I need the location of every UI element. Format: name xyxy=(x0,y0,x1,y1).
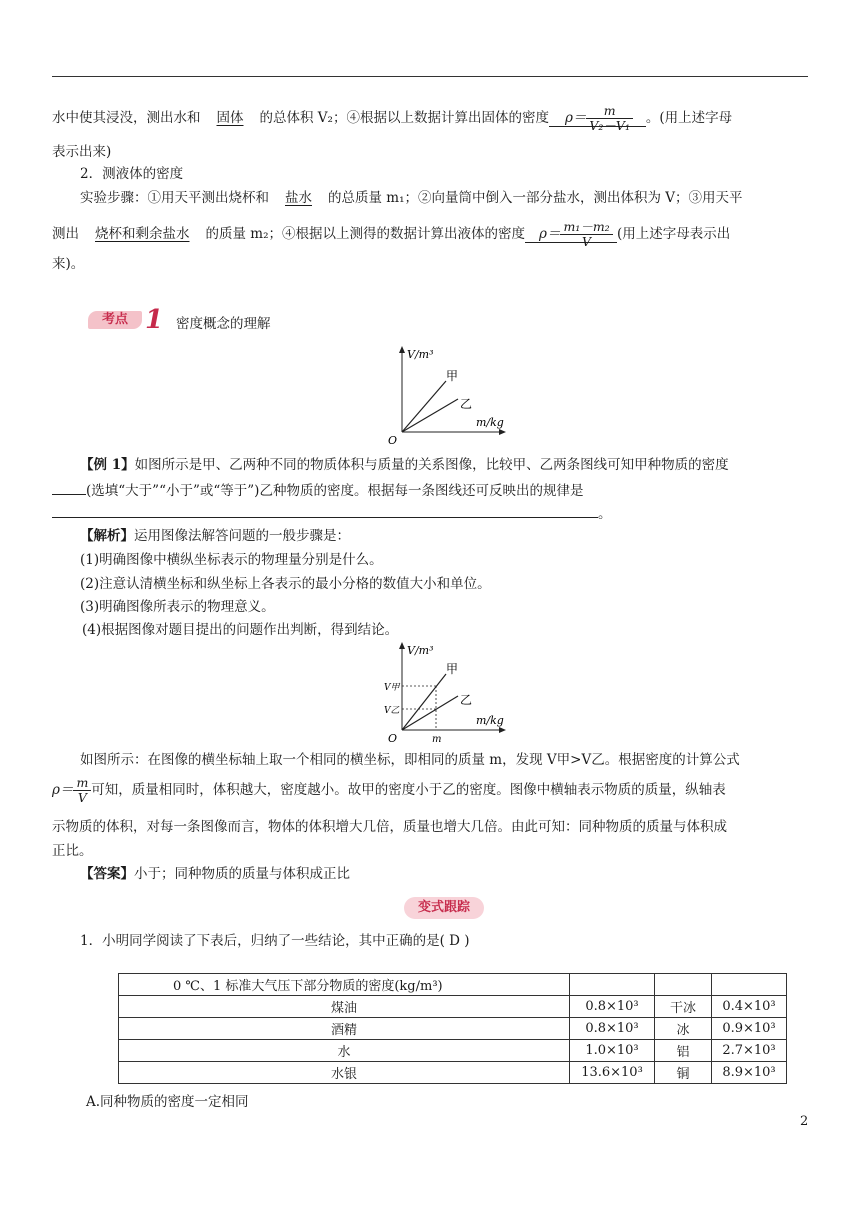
table-cell: 干冰 xyxy=(655,996,712,1018)
graph2-v-a: V甲 xyxy=(384,683,400,693)
table-cell: 水银 xyxy=(119,1062,570,1084)
table-cell: 铝 xyxy=(655,1040,712,1062)
text-line: 测出 烧杯和剩余盐水 的质量 m₂；④根据以上测得的数据计算出液体的密度 ρ＝ $\frac{\text{m₁－m₂}}{V}$ (用上述字母表示出 xyxy=(52,219,731,249)
explain-line: 如图所示：在图像的横坐标轴上取一个相同的横坐标，即相同的质量 m，发现 V甲>V乙。根据密度的计算公式 xyxy=(80,752,740,768)
table-cell: 0.8×10³ xyxy=(570,1018,655,1040)
example-line: (选填“大于”“小于”或“等于”)乙种物质的密度。根据每一条图线还可反映出的规律是 xyxy=(52,480,583,501)
text-line: 水中使其浸没，测出水和 固体 的总体积 V₂；④根据以上数据计算出固体的密度 ρ＝ $\frac{m}{\text{V₂－V₁}}$ 。(用上述字母 xyxy=(52,103,733,133)
kaodian-number: 1 xyxy=(145,305,164,335)
answer-label: 【答案】 xyxy=(80,866,134,882)
graph1-origin: O xyxy=(388,434,398,447)
page-number: 2 xyxy=(800,1114,809,1129)
table-cell: 铜 xyxy=(655,1062,712,1084)
table-cell: 冰 xyxy=(655,1018,712,1040)
option-a: A.同种物质的密度一定相同 xyxy=(86,1094,249,1110)
table-cell: 0.4×10³ xyxy=(712,996,787,1018)
graph1-xlabel: m/kg xyxy=(476,416,504,429)
explain-line: ρ＝ $\frac{m}{V}$ 可知，质量相同时，体积越大，密度越小。故甲的密度小于乙的密度。图像中横轴表示物质的质量，纵轴表 xyxy=(52,775,726,805)
fraction: $\frac{m}{V}$ xyxy=(73,776,91,805)
table-cell: 煤油 xyxy=(119,996,570,1018)
graph2-ylabel: V/m³ xyxy=(407,644,434,657)
answer-blank: 盐水 xyxy=(285,190,312,206)
table-cell: 8.9×10³ xyxy=(712,1062,787,1084)
graph2-v-b: V乙 xyxy=(384,706,400,716)
graph2-line-b: 乙 xyxy=(460,693,473,707)
text-line: 来)。 xyxy=(52,256,85,272)
answer-blank: 烧杯和剩余盐水 xyxy=(95,226,190,242)
table-row xyxy=(119,1018,787,1040)
table-row xyxy=(119,1062,787,1084)
graph1-line-a: 甲 xyxy=(446,369,459,383)
table-title-cell: 0 ℃、1 标准大气压下部分物质的密度(kg/m³) xyxy=(119,974,570,996)
analysis-step: (4)根据图像对题目提出的问题作出判断，得到结论。 xyxy=(82,622,399,638)
graph1-line-b: 乙 xyxy=(460,397,473,411)
analysis-label: 【解析】 xyxy=(80,528,134,544)
analysis-step: (2)注意认清横坐标和纵坐标上各表示的最小分格的数值大小和单位。 xyxy=(80,576,491,592)
explain-line: 示物质的体积，对每一条图像而言，物体的体积增大几倍，质量也增大几倍。由此可知：同种物质的质量与体积成 xyxy=(52,819,727,835)
graph1-ylabel: V/m³ xyxy=(407,348,434,361)
analysis-line: 【解析】运用图像法解答问题的一般步骤是： xyxy=(80,528,350,544)
table-row xyxy=(119,974,787,996)
variant-badge: 变式跟踪 xyxy=(404,897,484,919)
graph-volume-mass-2 xyxy=(380,640,510,744)
text-line: 实验步骤：①用天平测出烧杯和 盐水 的总质量 m₁；②向量筒中倒入一部分盐水，测出体积为 V；③用天平 xyxy=(80,190,743,206)
example-label: 【例 1】 xyxy=(80,457,135,473)
graph2-m: m xyxy=(432,734,442,744)
example-line: 【例 1】如图所示是甲、乙两种不同的物质体积与质量的关系图像，比较甲、乙两条图线可知甲种物质的密度 xyxy=(80,457,729,473)
answer-blank xyxy=(52,480,86,495)
answer-line: 【答案】小于；同种物质的质量与体积成正比 xyxy=(80,866,350,882)
graph2-origin: O xyxy=(388,732,398,744)
analysis-step: (1)明确图像中横纵坐标表示的物理量分别是什么。 xyxy=(80,552,383,568)
analysis-step: (3)明确图像所表示的物理意义。 xyxy=(80,599,275,615)
answer-blank: 固体 xyxy=(216,110,244,126)
fraction: $\frac{m}{\text{V₂－V₁}}$ xyxy=(586,104,633,133)
table-cell: 水 xyxy=(119,1040,570,1062)
graph2-xlabel: m/kg xyxy=(476,714,504,727)
explain-line: 正比。 xyxy=(52,843,93,859)
section-title: 2．测液体的密度 xyxy=(80,166,184,182)
density-table xyxy=(118,973,787,1084)
kaodian-title: 密度概念的理解 xyxy=(176,316,271,332)
question-line: 1．小明同学阅读了下表后，归纳了一些结论，其中正确的是( D ) xyxy=(80,933,470,949)
table-cell: 1.0×10³ xyxy=(570,1040,655,1062)
table-cell: 0.9×10³ xyxy=(712,1018,787,1040)
graph2-line-a: 甲 xyxy=(446,662,459,676)
answer-blank xyxy=(52,503,598,518)
table-row xyxy=(119,996,787,1018)
table-cell: 2.7×10³ xyxy=(712,1040,787,1062)
table-cell: 13.6×10³ xyxy=(570,1062,655,1084)
example-line: 。 xyxy=(52,503,612,524)
header-rule xyxy=(52,76,808,77)
table-row xyxy=(119,1040,787,1062)
text-line: 表示出来) xyxy=(52,144,112,160)
graph-volume-mass-1 xyxy=(380,344,510,448)
fraction: $\frac{\text{m₁－m₂}}{V}$ xyxy=(560,220,612,249)
kaodian-tag: 考点 xyxy=(88,311,142,329)
table-cell: 酒精 xyxy=(119,1018,570,1040)
table-cell: 0.8×10³ xyxy=(570,996,655,1018)
